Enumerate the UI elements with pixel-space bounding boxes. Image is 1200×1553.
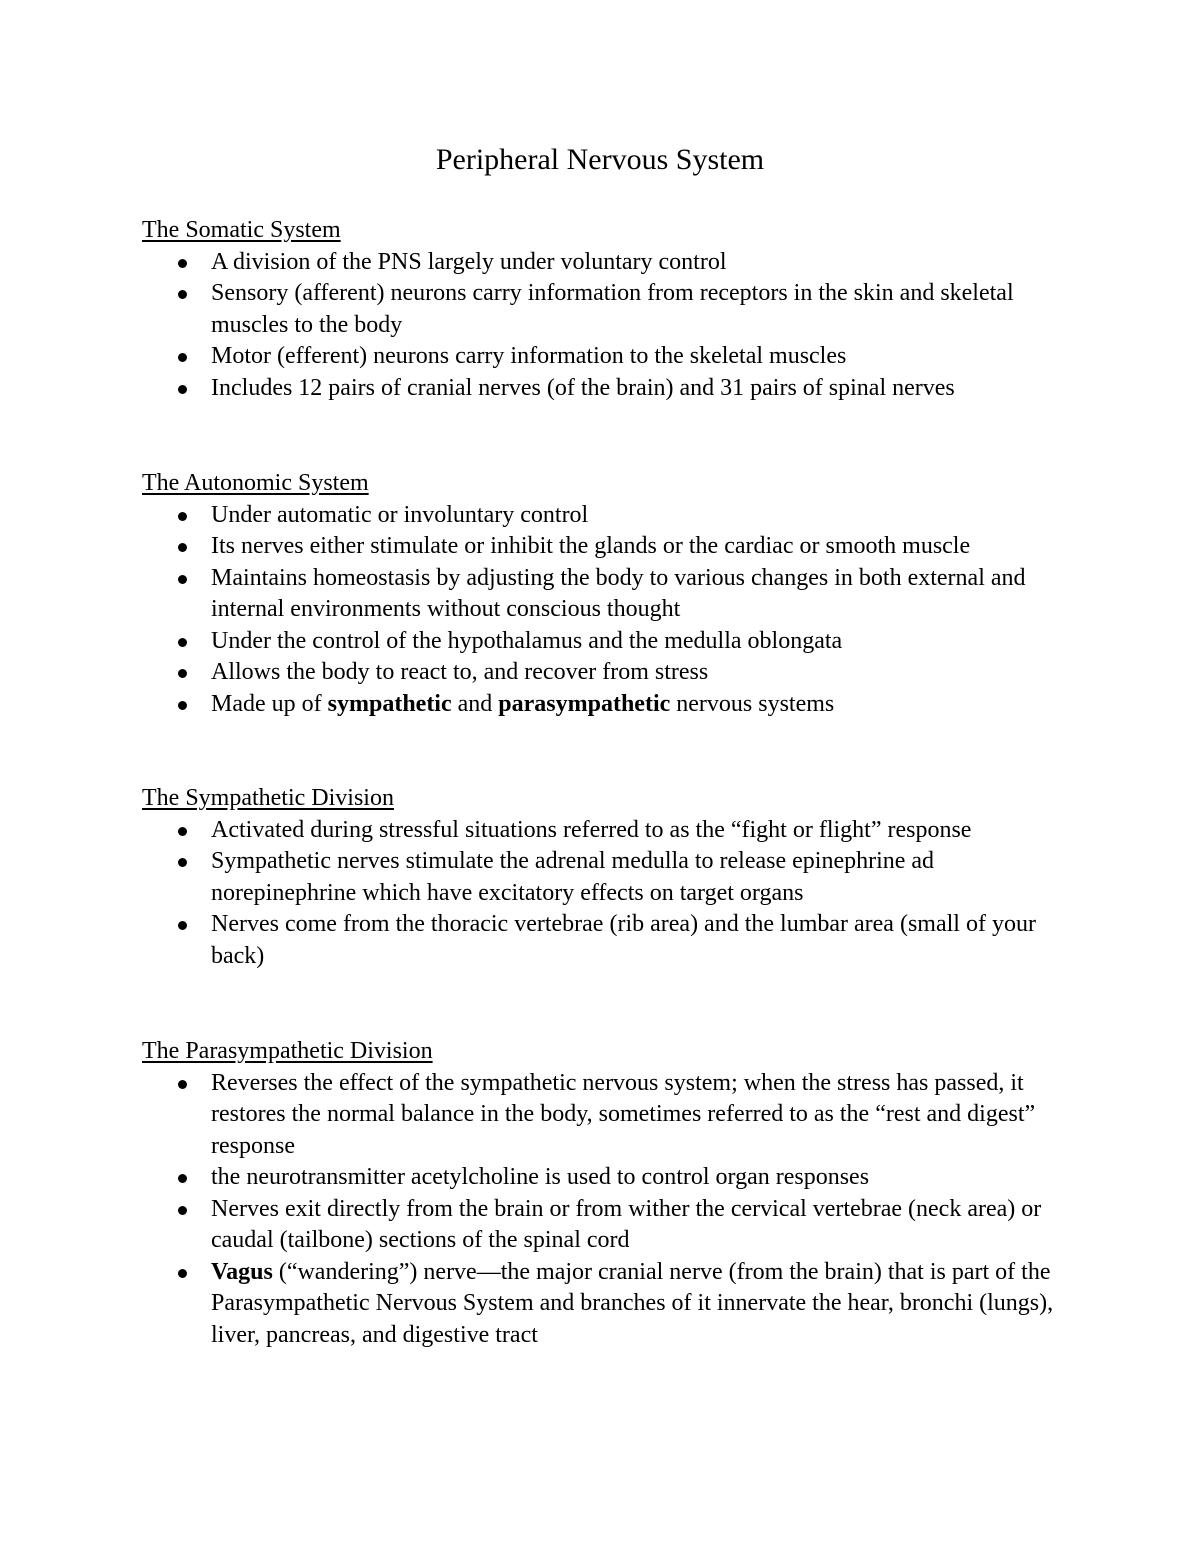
text-run: (“wandering”) nerve—the major cranial nerve (from the brain) that is part of the Parasympathetic Nervous System and branches of it innervate the hear, bronchi (lungs), liver, pancreas, and digestive tract — [211, 1258, 1054, 1348]
bullet-icon — [178, 385, 187, 394]
bullet-icon — [178, 290, 187, 299]
bullet-icon — [178, 1206, 187, 1215]
section-heading: The Somatic System — [142, 217, 341, 243]
list-item-text: Includes 12 pairs of cranial nerves (of the brain) and 31 pairs of spinal nerves — [211, 374, 955, 401]
list-item-text: Nerves come from the thoracic vertebrae (rib area) and the lumbar area (small of your back) — [211, 911, 1036, 969]
section-autonomic-system — [142, 468, 1082, 720]
list-item-text: Sympathetic nerves stimulate the adrenal medulla to release epinephrine ad norepinephrine which have excitatory effects on target organs — [211, 848, 935, 906]
list-item — [142, 846, 1082, 909]
bold-term: sympathetic — [327, 690, 452, 717]
bullet-list — [142, 247, 1082, 405]
page-title: Peripheral Nervous System — [435, 143, 765, 176]
bullet-list — [142, 815, 1082, 973]
list-item — [142, 657, 1082, 689]
list-item-text: Its nerves either stimulate or inhibit the glands or the cardiac or smooth muscle — [211, 533, 971, 559]
bullet-icon — [178, 1174, 187, 1183]
bullet-list — [142, 500, 1082, 721]
list-item — [142, 531, 1082, 563]
list-item — [142, 500, 1082, 532]
section-heading: The Sympathetic Division — [142, 785, 394, 811]
list-item — [142, 815, 1082, 847]
list-item-text: Allows the body to react to, and recover from stress — [211, 659, 709, 685]
list-item — [142, 373, 1082, 405]
list-item-text: Activated during stressful situations referred to as the “fight or flight” response — [211, 816, 972, 843]
section-parasympathetic-division — [142, 1036, 1082, 1351]
bullet-icon — [178, 575, 187, 584]
list-item — [142, 626, 1082, 658]
bullet-icon — [178, 259, 187, 268]
section-sympathetic-division — [142, 783, 1082, 972]
section-somatic-system — [142, 215, 1082, 404]
section-heading: The Autonomic System — [142, 470, 369, 496]
list-item-text: Under automatic or involuntary control — [211, 501, 589, 528]
list-item — [142, 1194, 1082, 1257]
list-item-text: the neurotransmitter acetylcholine is used to control organ responses — [211, 1164, 870, 1190]
list-item — [142, 563, 1082, 626]
bullet-icon — [178, 921, 187, 930]
list-item-text: A division of the PNS largely under voluntary control — [211, 248, 727, 275]
bullet-icon — [178, 827, 187, 836]
list-item — [142, 1162, 1082, 1194]
bullet-icon — [178, 1080, 187, 1089]
list-item — [142, 1257, 1082, 1352]
list-item — [142, 909, 1082, 972]
bullet-icon — [178, 353, 187, 362]
bullet-icon — [178, 858, 187, 867]
text-run: Made up of — [211, 690, 328, 717]
section-heading: The Parasympathetic Division — [142, 1038, 433, 1064]
bold-term: parasympathetic — [498, 690, 671, 717]
bullet-icon — [178, 669, 187, 678]
bullet-icon — [178, 1269, 187, 1278]
list-item-text: Motor (efferent) neurons carry information to the skeletal muscles — [211, 343, 847, 369]
list-item — [142, 247, 1082, 279]
list-item — [142, 1068, 1082, 1163]
list-item-text: Reverses the effect of the sympathetic nervous system; when the stress has passed, it restores the normal balance in the body, sometimes referred to as the “rest and digest” response — [211, 1069, 1036, 1159]
list-item-text: Nerves exit directly from the brain or from wither the cervical vertebrae (neck area) or caudal (tailbone) sections of the spinal cord — [211, 1195, 1042, 1253]
bullet-icon — [178, 512, 187, 521]
list-item-text: Sensory (afferent) neurons carry information from receptors in the skin and skeletal muscles to the body — [211, 280, 1014, 338]
list-item-text: Maintains homeostasis by adjusting the body to various changes in both external and internal environments without conscious thought — [211, 564, 1026, 622]
bullet-icon — [178, 543, 187, 552]
bullet-icon — [178, 701, 187, 710]
bullet-list — [142, 1068, 1082, 1352]
list-item — [142, 278, 1082, 341]
bullet-icon — [178, 638, 187, 647]
list-item-text: Under the control of the hypothalamus and the medulla oblongata — [211, 627, 843, 654]
list-item — [142, 341, 1082, 373]
text-run: nervous systems — [670, 690, 835, 717]
list-item — [142, 689, 1082, 721]
text-run: and — [451, 690, 499, 717]
bold-term: Vagus — [211, 1258, 273, 1285]
